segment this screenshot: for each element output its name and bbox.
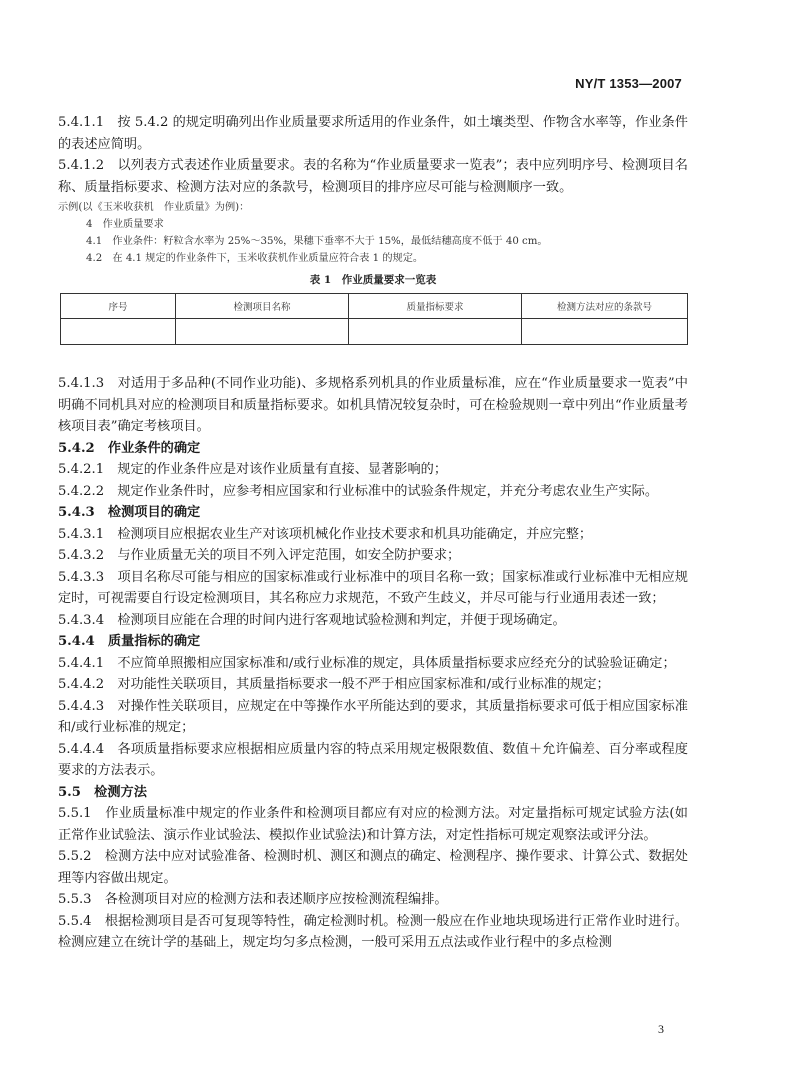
example-line: 4 作业质量要求 [86,219,164,230]
table-header-cell: 序号 [61,294,176,319]
example-line: 4.2 在 4.1 规定的作业条件下，玉米收获机作业质量应符合表 1 的规定。 [86,253,424,264]
clause: 5.4.4.3 对操作性关联项目，应规定在中等操作水平所能达到的要求，其质量指标要求可低于相应国家标准和/或行业标准的规定； [58,698,688,735]
clause: 5.4.4.4 各项质量指标要求应根据相应质量内容的特点采用规定极限数值、数值＋允许偏差、百分率或程度要求的方法表示。 [58,741,688,778]
table-cell [61,319,176,345]
clause-5-4-1-3: 5.4.1.3 对适用于多品种(不同作业功能)、多规格系列机具的作业质量标准，应在“作业质量要求一览表”中明确不同机具对应的检测项目和质量指标要求。如机具情况较复杂时，可在检验规则一章中列出“作业质量考核项目表”确定考核项目。 [58,376,688,434]
table-header-cell: 检测方法对应的条款号 [522,294,688,319]
example-block [58,199,688,345]
clause: 5.4.3.4 检测项目应能在合理的时间内进行客观地试验检测和判定，并便于现场确定。 [58,612,566,628]
table-cell [349,319,522,345]
body-clauses [58,373,688,954]
clause: 5.5.2 检测方法中应对试验准备、检测时机、测区和测点的确定、检测程序、操作要求、计算公式、数据处理等内容做出规定。 [58,849,688,886]
clause: 5.4.3.1 检测项目应根据农业生产对该项机械化作业技术要求和机具功能确定，并应完整； [58,526,593,542]
page-number: 3 [658,1022,664,1036]
clause: 5.5.4 根据检测项目是否可复现等特性，确定检测时机。检测一般应在作业地块现场进行正常作业时进行。检测应建立在统计学的基础上，规定均匀多点检测，一般可采用五点法或作业行程中的多点检测 [58,913,688,950]
clause: 5.5.1 作业质量标准中规定的作业条件和检测项目都应有对应的检测方法。对定量指标可规定试验方法(如正常作业试验法、演示作业试验法、模拟作业试验法)和计算方法，对定性指标可规定观察法或评分法。 [58,806,688,843]
example-intro: 示例(以《玉米收获机 作业质量》为例)： [58,202,250,213]
table-header-cell: 质量指标要求 [349,294,522,319]
section-heading: 5.4.4 质量指标的确定 [58,634,201,649]
clause: 5.5.3 各检测项目对应的检测方法和表述顺序应按检测流程编排。 [58,892,448,907]
clause: 5.4.4.1 不应简单照搬相应国家标准和/或行业标准的规定，具体质量指标要求应经充分的试验验证确定； [58,655,676,671]
clause: 5.4.2.1 规定的作业条件应是对该作业质量有直接、显著影响的； [58,462,448,477]
section-heading: 5.4.2 作业条件的确定 [58,440,201,456]
table-row [61,319,688,345]
clause: 5.4.3.2 与作业质量无关的项目不列入评定范围，如安全防护要求； [58,548,461,563]
clause: 5.4.4.2 对功能性关联项目，其质量指标要求一般不严于相应国家标准和/或行业标准的规定； [58,677,610,692]
clause-5-4-1-1: 5.4.1.1 按 5.4.2 的规定明确列出作业质量要求所适用的作业条件，如土壤类型、作物含水率等，作业条件的表述应简明。 [58,115,688,152]
table-header-row [61,294,688,319]
table-header-cell: 检测项目名称 [176,294,349,319]
clause-5-4-1-2: 5.4.1.2 以列表方式表述作业质量要求。表的名称为“作业质量要求一览表”；表中应列明序号、检测项目名称、质量指标要求、检测方法对应的条款号，检测项目的排序应尽可能与检测顺序一致。 [58,158,688,195]
table-cell [176,319,349,345]
standard-code: NY/T 1353—2007 [575,76,682,91]
table-caption: 表 1 作业质量要求一览表 [309,274,437,286]
clause: 5.4.2.2 规定作业条件时，应参考相应国家和行业标准中的试验条件规定，并充分考虑农业生产实际。 [58,483,659,499]
table-cell [522,319,688,345]
main-content [58,112,688,954]
clause: 5.4.3.3 项目名称尽可能与相应的国家标准或行业标准中的项目名称一致；国家标准或行业标准中无相应规定时，可视需要自行设定检测项目，其名称应力求规范，不致产生歧义，并尽可能与行业通用表述一致； [58,569,688,606]
section-heading: 5.5 检测方法 [58,784,147,800]
requirements-table [60,293,688,345]
section-heading: 5.4.3 检测项目的确定 [58,505,201,520]
example-line: 4.1 作业条件：籽粒含水率为 25%～35%，果穗下垂率不大于 15%，最低结穗高度不低于 40 cm。 [86,236,548,247]
